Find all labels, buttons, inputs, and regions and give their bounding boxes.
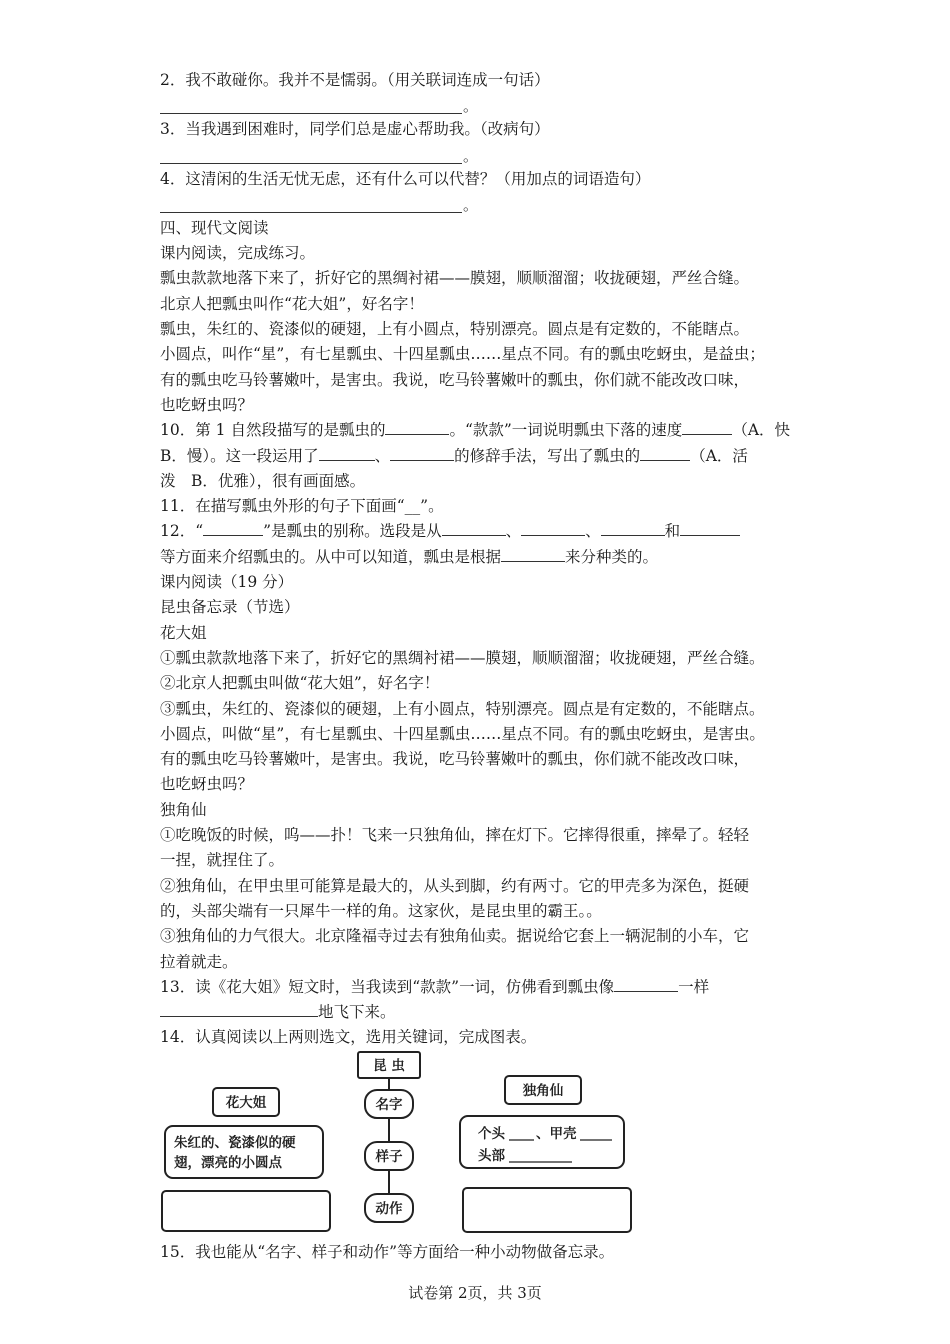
blank[interactable] xyxy=(501,545,565,562)
question-2: 2．我不敢碰你。我并不是懦弱。（用关联词连成一句话） xyxy=(160,71,550,89)
right-title: 独角仙 xyxy=(522,1083,564,1099)
passage-line: 也吃蚜虫吗？ xyxy=(160,395,254,414)
right-text-line2: 头部 xyxy=(478,1148,505,1164)
passage-line: 拉着就走。 xyxy=(160,952,238,971)
passage-line: 瓢虫，朱红的、瓷漆似的硬翅，上有小圆点，特别漂亮。圆点是有定数的，不能瞎点。 xyxy=(160,320,750,339)
answer-line-3[interactable]: 。 xyxy=(160,143,800,167)
blank[interactable] xyxy=(601,519,665,536)
reading-2-title: 昆虫备忘录（节选） xyxy=(160,598,300,617)
left-title: 花大姐 xyxy=(225,1095,267,1111)
question-10-line2: B．慢）。这一段运用了 、 的修辞手法，写出了瓢虫的 （A．活 xyxy=(160,444,800,469)
passage-line: ②独角仙，在甲虫里可能算是最大的，从头到脚，约有两寸。它的甲壳多为深色，挺硬 xyxy=(160,876,750,895)
center-title: 昆 虫 xyxy=(373,1058,405,1074)
answer-line-2[interactable]: 。 xyxy=(160,93,800,117)
passage-line: 的，头部尖端有一只犀牛一样的角。这家伙，是昆虫里的霸王。。 xyxy=(160,901,602,920)
passage-line: ③独角仙的力气很大。北京隆福寺过去有独角仙卖。据说给它套上一辆泥制的小车，它 xyxy=(160,927,750,946)
question-4: 4．这清闲的生活无忧无虑，还有什么可以代替？（用加点的词语造句） xyxy=(160,169,651,188)
exam-page xyxy=(160,68,800,1051)
passage-line: ①瓢虫款款地落下来了，折好它的黑绸衬裙——膜翅，顺顺溜溜；收拢硬翅，严丝合缝。 xyxy=(160,648,765,667)
question-12-line2: 等方面来介绍瓢虫的。从中可以知道，瓢虫是根据 来分种类的。 xyxy=(160,545,800,570)
question-15-wrap xyxy=(160,1240,800,1265)
passage-line: ①吃晚饭的时候，呜——扑！飞来一只独角仙，摔在灯下。它摔得很重，摔晕了。轻轻 xyxy=(160,826,750,845)
right-action-box[interactable] xyxy=(463,1188,631,1232)
blank[interactable] xyxy=(319,444,375,461)
passage-line: 一捏，就捏住了。 xyxy=(160,851,285,870)
action-label: 动作 xyxy=(375,1201,403,1217)
blank[interactable] xyxy=(682,418,732,435)
blank[interactable] xyxy=(614,975,678,992)
page-footer: 试卷第 2页，共 3页 xyxy=(408,1284,542,1302)
blank[interactable] xyxy=(680,519,740,536)
blank[interactable] xyxy=(390,444,454,461)
blank[interactable] xyxy=(160,1000,318,1017)
left-text-line1: 朱红的、瓷漆似的硬 xyxy=(174,1135,296,1151)
appearance-label: 样子 xyxy=(375,1149,403,1165)
left-text-line2: 翅，漂亮的小圆点 xyxy=(174,1155,282,1171)
question-10-line3: 泼 B．优雅），很有画面感。 xyxy=(160,471,366,490)
question-10-line1: 10．第 1 自然段描写的是瓢虫的 。“款款”一词说明瓢虫下落的速度 （A．快 xyxy=(160,418,800,443)
passage-line: 小圆点，叫作“星”，有七星瓢虫、十四星瓢虫……星点不同。有的瓢虫吃蚜虫，是益虫； xyxy=(160,345,765,364)
subtitle-beetle: 独角仙 xyxy=(160,800,207,819)
section-heading: 四、现代文阅读 xyxy=(160,218,269,237)
blank[interactable] xyxy=(385,418,449,435)
passage-line: ③瓢虫，朱红的、瓷漆似的硬翅，上有小圆点，特别漂亮。圆点是有定数的，不能瞎点。 xyxy=(160,699,765,718)
passage-line: 北京人把瓢虫叫作“花大姐”，好名字！ xyxy=(160,294,424,313)
left-action-box[interactable] xyxy=(162,1191,330,1231)
reading-2-intro: 课内阅读（19 分） xyxy=(160,573,294,592)
question-11: 11．在描写瓢虫外形的句子下面画“__”。 xyxy=(160,497,444,516)
passage-line: 有的瓢虫吃马铃薯嫩叶，是害虫。我说，吃马铃薯嫩叶的瓢虫，你们就不能改改口味， xyxy=(160,750,750,769)
question-13-line2: 地飞下来。 xyxy=(160,1000,800,1025)
passage-line: ②北京人把瓢虫叫做“花大姐”，好名字！ xyxy=(160,674,440,693)
passage-line: 瓢虫款款地落下来了，折好它的黑绸衬裙——膜翅，顺顺溜溜；收拢硬翅，严丝合缝。 xyxy=(160,269,750,288)
question-3: 3．当我遇到困难时，同学们总是虚心帮助我。（改病句） xyxy=(160,120,550,139)
name-label: 名字 xyxy=(375,1097,403,1113)
insect-diagram xyxy=(160,1050,640,1235)
passage-line: 小圆点，叫做“星”，有七星瓢虫、十四星瓢虫……星点不同。有的瓢虫吃蚜虫，是害虫。 xyxy=(160,724,765,743)
passage-line: 也吃蚜虫吗？ xyxy=(160,775,254,794)
question-13-line1: 13．读《花大姐》短文时，当我读到“款款”一词，仿佛看到瓢虫像 一样 xyxy=(160,975,800,1000)
question-14: 14．认真阅读以上两则选文，选用关键词，完成图表。 xyxy=(160,1028,537,1047)
question-15: 15．我也能从“名字、样子和动作”等方面给一种小动物做备忘录。 xyxy=(160,1243,615,1261)
right-text-line1a: 个头 xyxy=(478,1126,505,1142)
question-12-line1: 12．“ ”是瓢虫的别称。选段是从 、 、 和 xyxy=(160,519,800,544)
blank[interactable] xyxy=(203,519,263,536)
right-text-line1b: 、甲壳 xyxy=(536,1126,577,1142)
blank[interactable] xyxy=(521,519,585,536)
blank[interactable] xyxy=(640,444,690,461)
answer-line-4[interactable]: 。 xyxy=(160,192,800,216)
blank[interactable] xyxy=(442,519,506,536)
subtitle-ladybug: 花大姐 xyxy=(160,623,207,642)
passage-line: 有的瓢虫吃马铃薯嫩叶，是害虫。我说，吃马铃薯嫩叶的瓢虫，你们就不能改改口味， xyxy=(160,370,750,389)
reading-1-intro: 课内阅读，完成练习。 xyxy=(160,244,316,263)
